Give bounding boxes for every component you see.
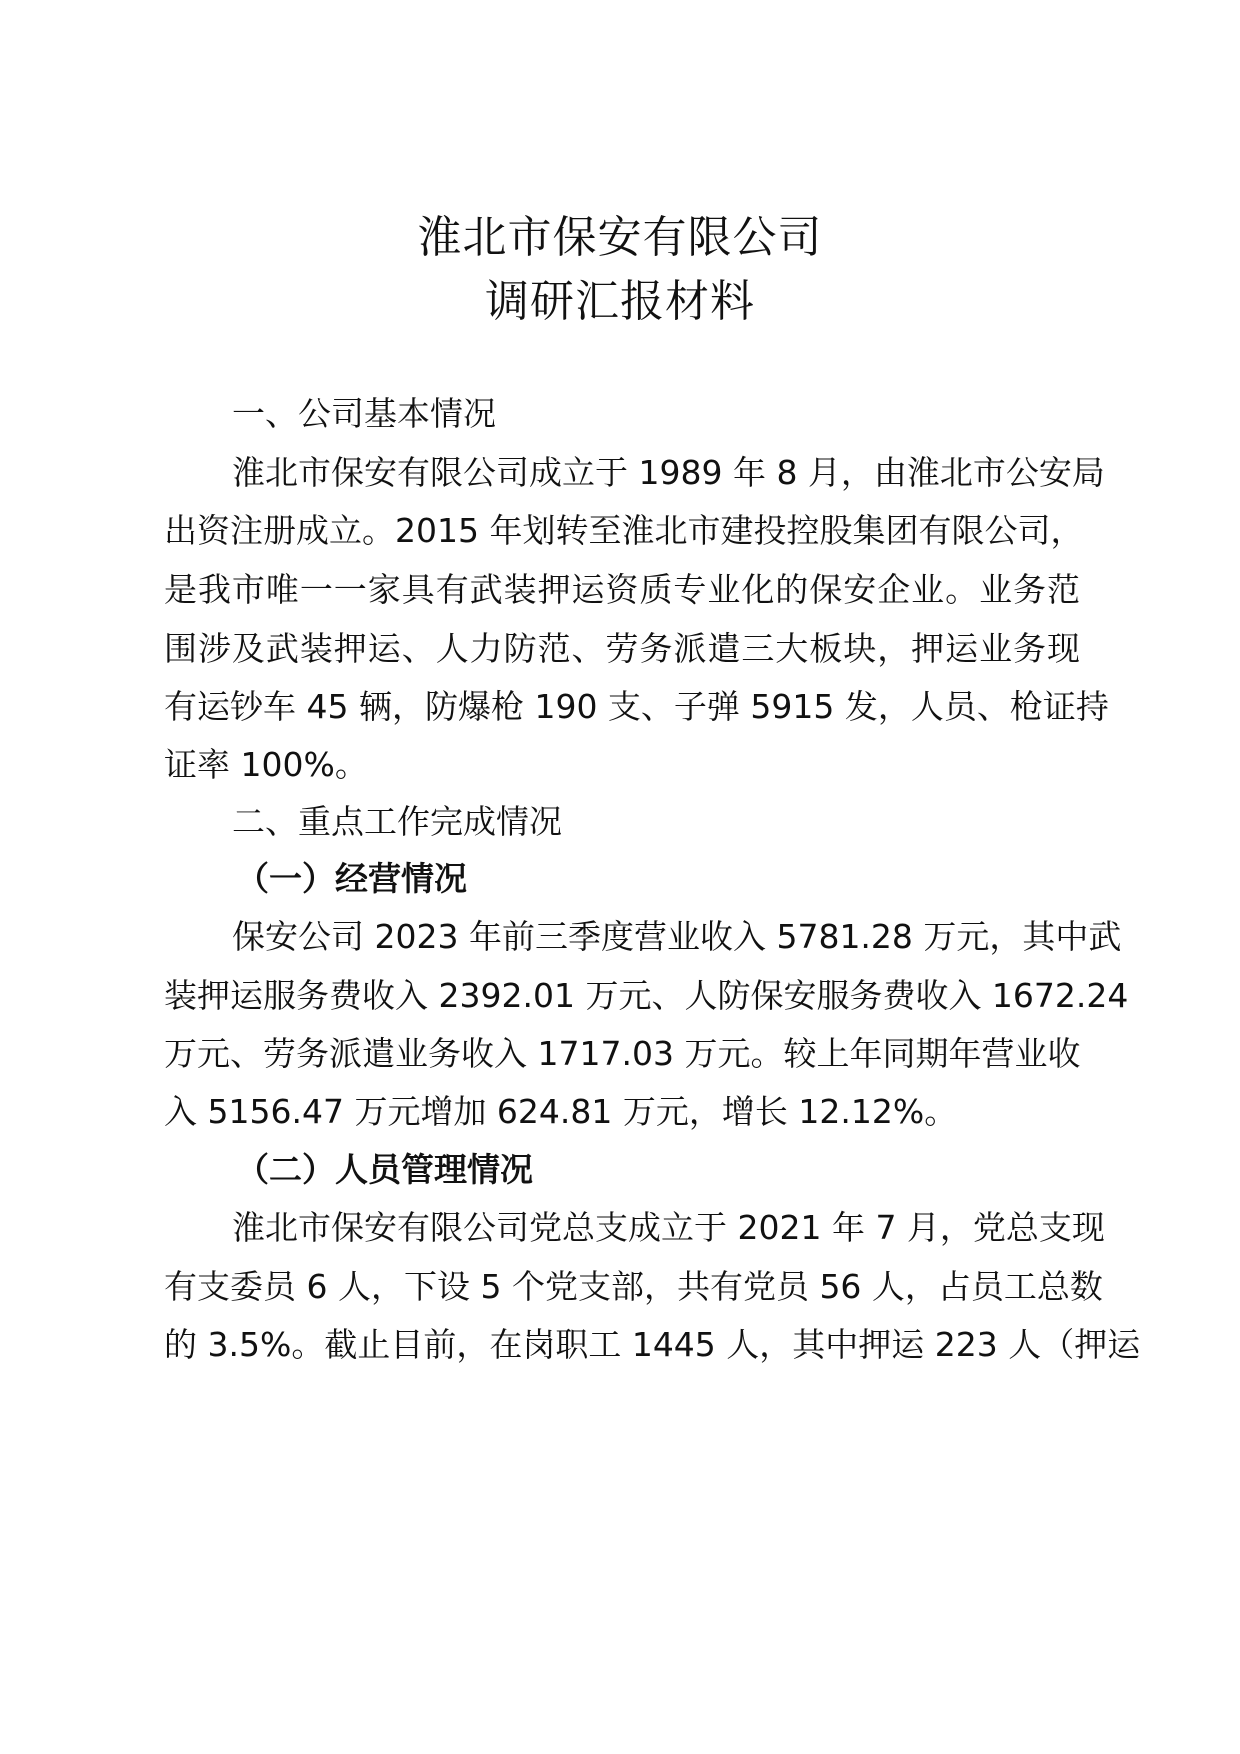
document-title-line-1: 淮北市保安有限公司 (417, 212, 823, 263)
subsection-2-paragraph-line: 有支委员 6 人，下设 5 个党支部，共有党员 56 人，占员工总数 (164, 1267, 1103, 1306)
subsection-1-paragraph-line: 万元、劳务派遣业务收入 1717.03 万元。较上年同期年营业收 (164, 1034, 1081, 1073)
section-1-paragraph-line: 有运钞车 45 辆，防爆枪 190 支、子弹 5915 发，人员、枪证持 (164, 687, 1109, 726)
subsection-2-paragraph-line: 的 3.5%。截止目前，在岗职工 1445 人，其中押运 223 人（押运 (164, 1325, 1141, 1364)
section-1-paragraph-line: 淮北市保安有限公司成立于 1989 年 8 月，由淮北市公安局 (232, 453, 1105, 492)
section-2-heading: 二、重点工作完成情况 (232, 802, 562, 841)
subsection-1-paragraph-line: 入 5156.47 万元增加 624.81 万元，增长 12.12%。 (164, 1092, 958, 1131)
section-1-paragraph-line: 围涉及武装押运、人力防范、劳务派遣三大板块，押运业务现 (164, 629, 1080, 668)
section-1-paragraph-line: 证率 100%。 (164, 745, 368, 784)
subsection-1-heading: （一）经营情况 (236, 859, 467, 898)
section-1-paragraph-line: 出资注册成立。2015 年划转至淮北市建投控股集团有限公司， (164, 511, 1084, 550)
section-1-paragraph-line: 是我市唯一一家具有武装押运资质专业化的保安企业。业务范 (164, 570, 1080, 609)
section-1-heading: 一、公司基本情况 (232, 394, 496, 433)
document-title-line-2: 调研汇报材料 (485, 276, 755, 327)
subsection-1-paragraph-line: 装押运服务费收入 2392.01 万元、人防保安服务费收入 1672.24 (164, 976, 1129, 1015)
subsection-1-paragraph-line: 保安公司 2023 年前三季度营业收入 5781.28 万元，其中武 (232, 917, 1122, 956)
subsection-2-paragraph-line: 淮北市保安有限公司党总支成立于 2021 年 7 月，党总支现 (232, 1208, 1105, 1247)
subsection-2-heading: （二）人员管理情况 (236, 1150, 533, 1189)
